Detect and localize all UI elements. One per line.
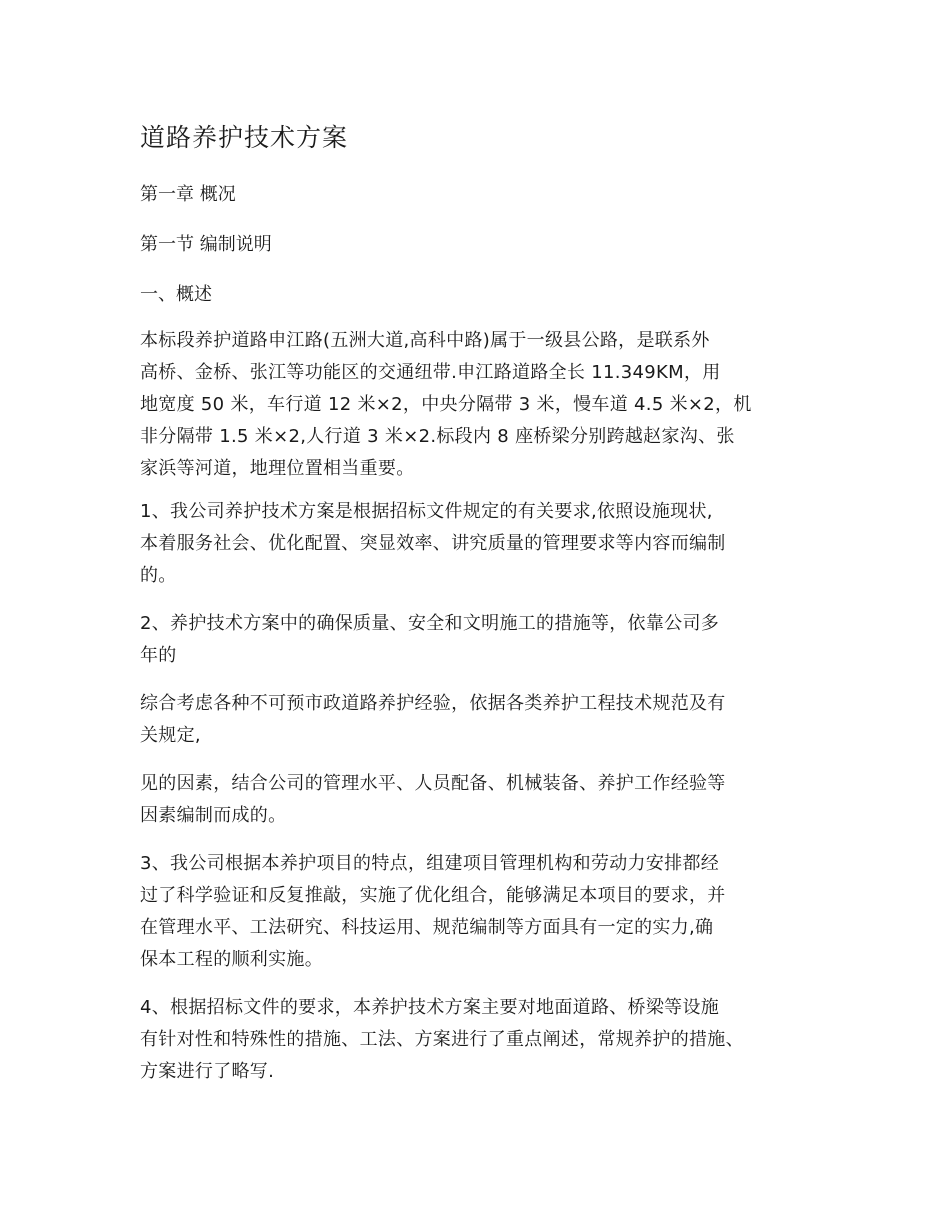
text-line: 地宽度 50 米，车行道 12 米×2，中央分隔带 3 米，慢车道 4.5 米×2，机 (140, 394, 752, 415)
text-line: 过了科学验证和反复推敲，实施了优化组合，能够满足本项目的要求，并 (140, 885, 726, 906)
text-line: 关规定, (140, 725, 201, 746)
text-line: 综合考虑各种不可预市政道路养护经验，依据各类养护工程技术规范及有 (140, 693, 726, 714)
text-line: 因素编制而成的。 (140, 805, 287, 826)
paragraph-continued-1 (140, 688, 820, 752)
paragraph-continued-2 (140, 768, 820, 832)
text-line: 4、根据招标文件的要求，本养护技术方案主要对地面道路、桥梁等设施 (140, 997, 720, 1018)
text-line: 1、我公司养护技术方案是根据招标文件规定的有关要求,依照设施现状, (140, 501, 713, 522)
subsection-heading: 一、概述 (140, 284, 212, 305)
text-line: 本标段养护道路申江路(五洲大道,高科中路)属于一级县公路，是联系外 (140, 330, 710, 351)
text-line: 年的 (140, 645, 177, 666)
paragraph-item-2 (140, 608, 820, 672)
text-line: 有针对性和特殊性的措施、工法、方案进行了重点阐述，常规养护的措施、 (140, 1029, 744, 1050)
paragraph-item-1 (140, 496, 820, 592)
text-line: 的。 (140, 565, 177, 586)
paragraph-item-3 (140, 848, 820, 976)
text-line: 本着服务社会、优化配置、突显效率、讲究质量的管理要求等内容而编制 (140, 533, 726, 554)
text-line: 见的因素，结合公司的管理水平、人员配备、机械装备、养护工作经验等 (140, 773, 726, 794)
chapter-heading: 第一章 概况 (140, 184, 236, 205)
document-title: 道路养护技术方案 (140, 123, 349, 152)
section-heading: 第一节 编制说明 (140, 234, 272, 255)
text-line: 高桥、金桥、张江等功能区的交通纽带.申江路道路全长 11.349KM，用 (140, 362, 721, 383)
text-line: 家浜等河道，地理位置相当重要。 (140, 458, 415, 479)
paragraph-item-4 (140, 992, 820, 1088)
paragraph-overview (140, 325, 820, 485)
text-line: 2、养护技术方案中的确保质量、安全和文明施工的措施等，依靠公司多 (140, 613, 720, 634)
text-line: 在管理水平、工法研究、科技运用、规范编制等方面具有一定的实力,确 (140, 917, 714, 938)
text-line: 保本工程的顺利实施。 (140, 949, 323, 970)
text-line: 3、我公司根据本养护项目的特点，组建项目管理机构和劳动力安排都经 (140, 853, 720, 874)
text-line: 方案进行了略写. (140, 1061, 275, 1082)
text-line: 非分隔带 1.5 米×2,人行道 3 米×2.标段内 8 座桥梁分别跨越赵家沟、张 (140, 426, 735, 447)
